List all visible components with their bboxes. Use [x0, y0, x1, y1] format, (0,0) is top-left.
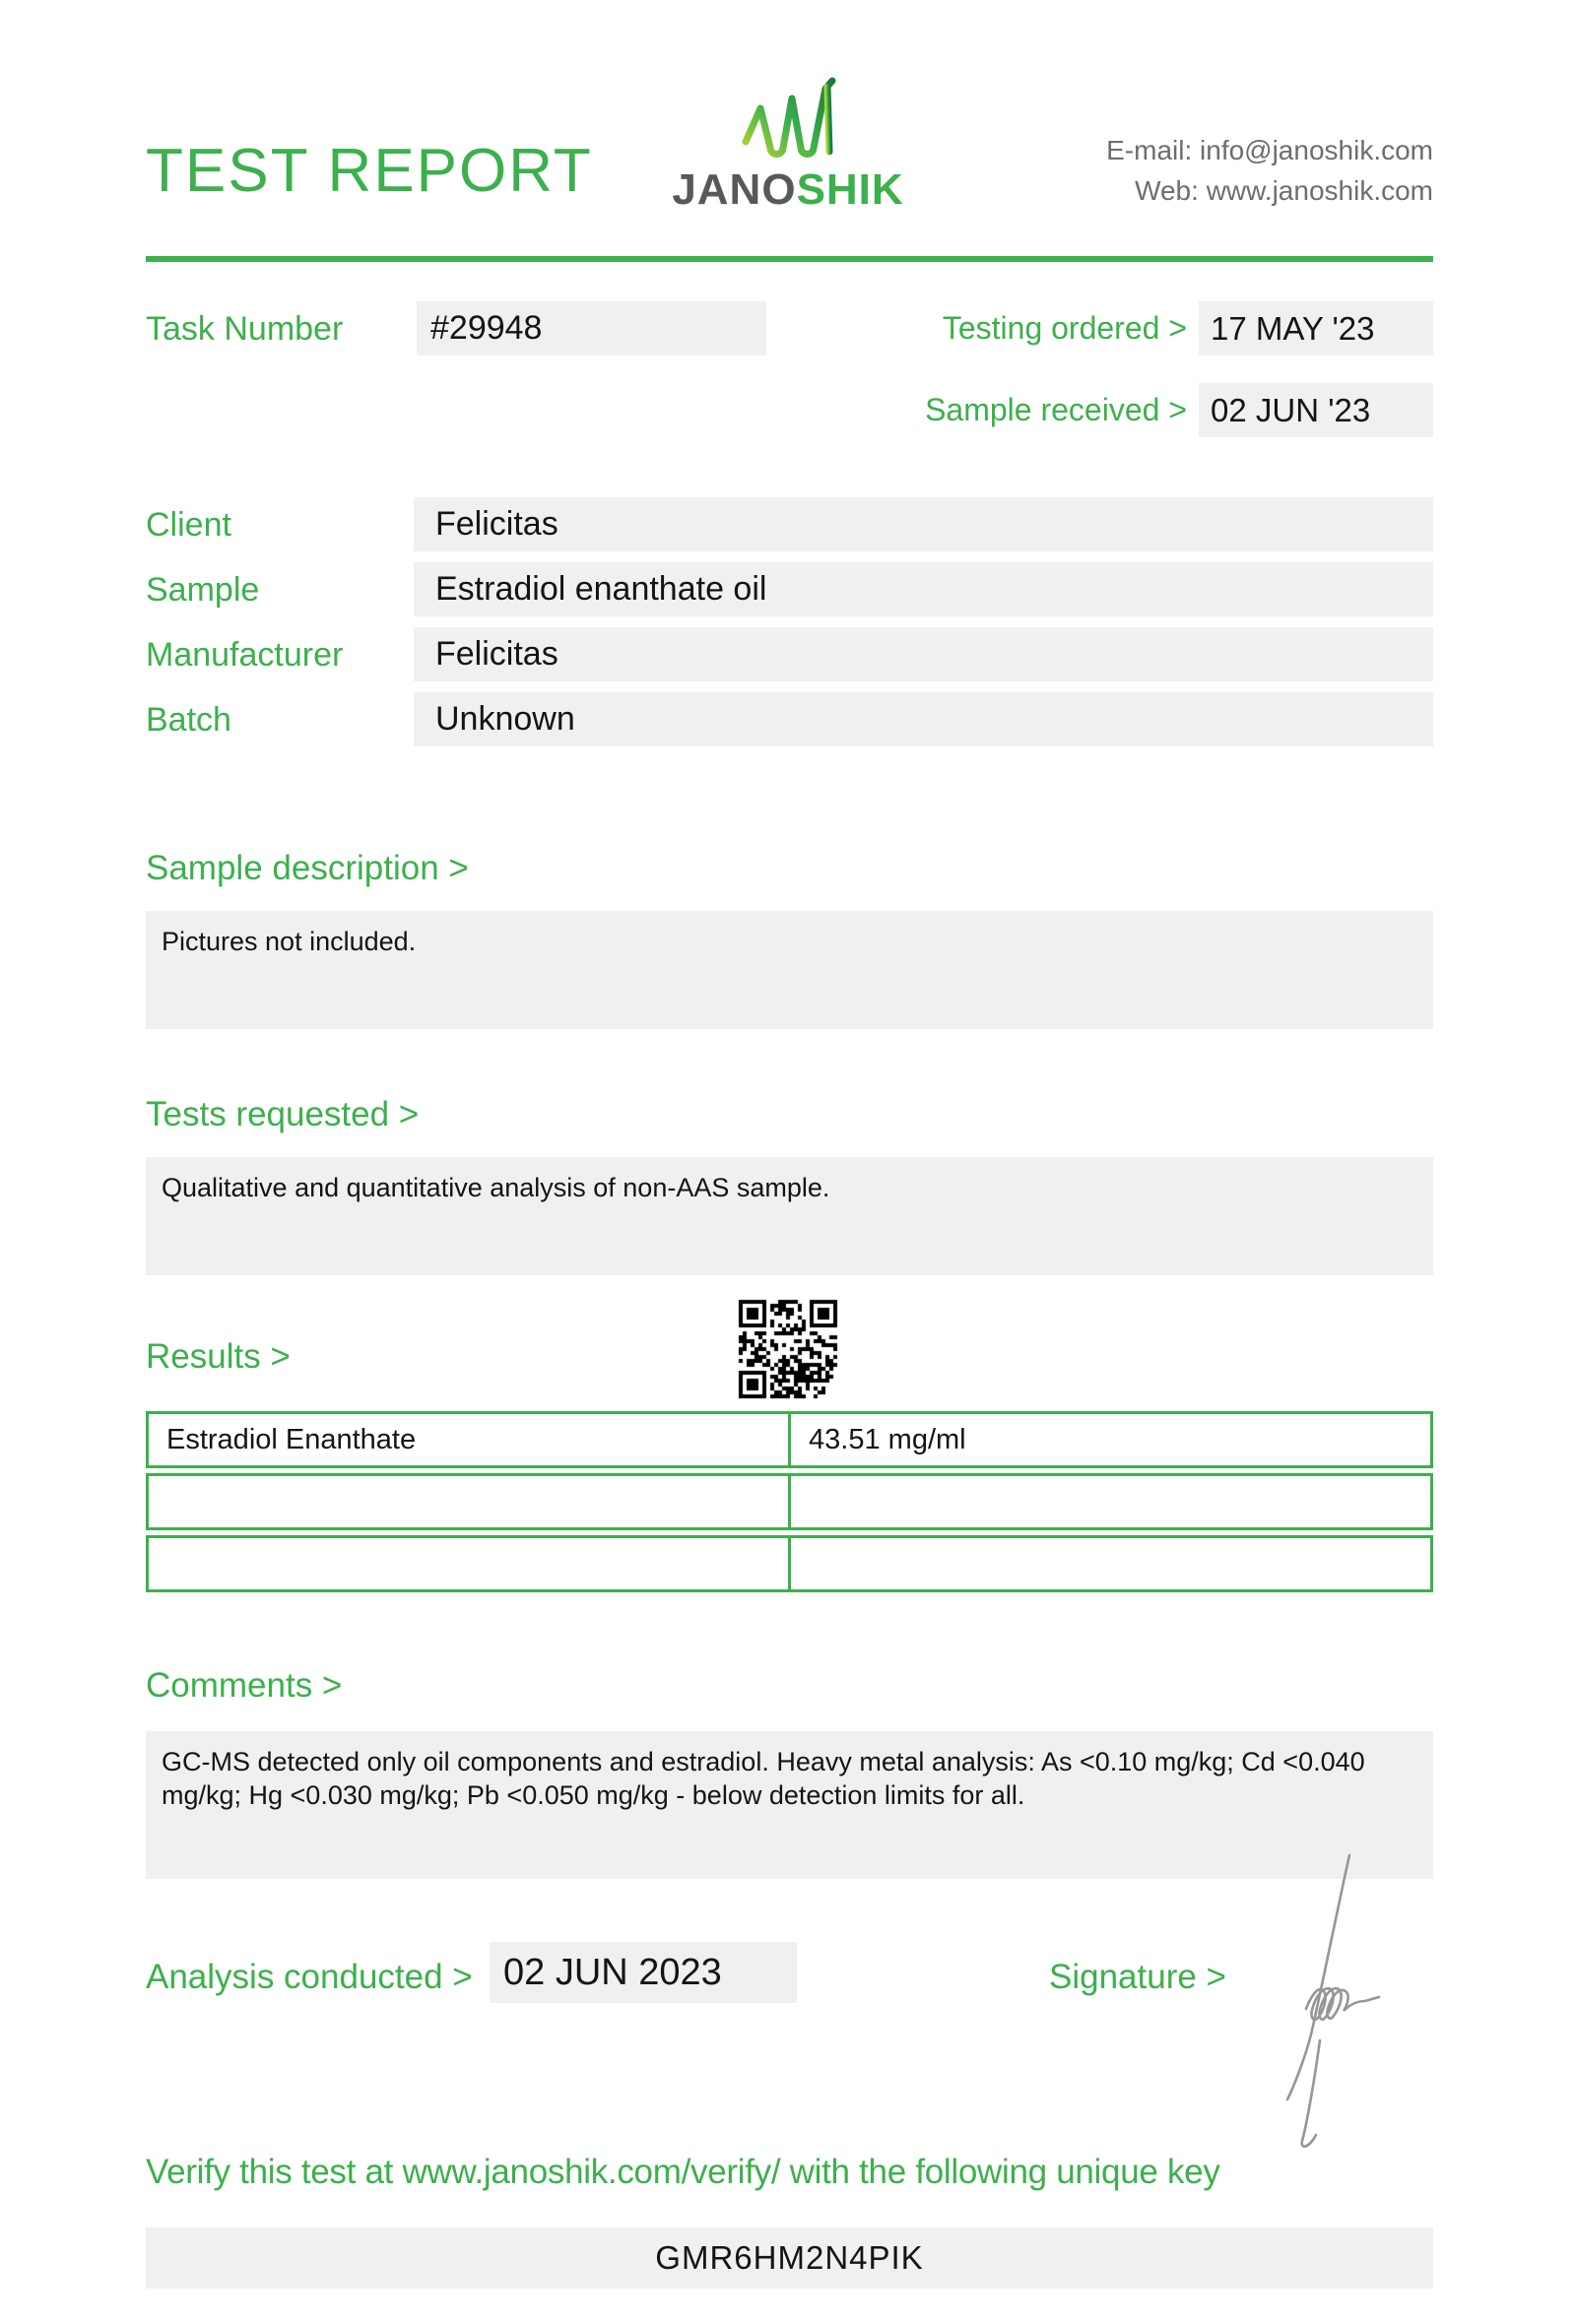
client-value: Felicitas — [414, 497, 1433, 551]
sample-description-heading: Sample description > — [146, 849, 469, 887]
comments-text: GC-MS detected only oil components and estradiol. Heavy metal analysis: As <0.10 mg/kg; Cd <0.040 mg/kg; Hg <0.030 mg/kg; Pb <0.050 mg/kg - below detection limits for all. — [162, 1747, 1365, 1810]
result-analyte-cell — [146, 1535, 788, 1592]
task-number-label: Task Number — [146, 310, 344, 348]
results-table — [146, 1406, 1433, 1597]
testing-ordered-label: Testing ordered > — [942, 310, 1187, 346]
batch-value: Unknown — [414, 692, 1433, 746]
result-value-cell — [788, 1473, 1433, 1530]
sample-value: Estradiol enanthate oil — [414, 562, 1433, 616]
analysis-conducted-label: Analysis conducted > — [146, 1958, 473, 1996]
logo — [630, 77, 946, 215]
task-number-value: #29948 — [417, 301, 766, 355]
contact-email: E-mail: info@janoshik.com — [1106, 135, 1433, 165]
table-row — [146, 1535, 1433, 1592]
comments-heading: Comments > — [146, 1666, 343, 1705]
tests-requested-heading: Tests requested > — [146, 1095, 420, 1133]
result-value-cell: 43.51 mg/ml — [788, 1411, 1433, 1468]
analysis-date-value: 02 JUN 2023 — [490, 1942, 797, 2003]
results-heading: Results > — [146, 1337, 291, 1376]
sample-label: Sample — [146, 571, 260, 609]
verify-instruction: Verify this test at www.janoshik.com/verify/ with the following unique key — [146, 2153, 1220, 2191]
signature-image — [1259, 1847, 1426, 2163]
sample-description-text: Pictures not included. — [162, 927, 417, 956]
client-label: Client — [146, 506, 231, 544]
manufacturer-value: Felicitas — [414, 627, 1433, 681]
header-divider — [146, 256, 1433, 262]
logo-text-secondary: SHIK — [796, 165, 904, 214]
qr-code — [737, 1298, 839, 1400]
sample-received-value: 02 JUN '23 — [1199, 383, 1433, 437]
trend-chart-icon — [739, 77, 837, 160]
sample-received-label: Sample received > — [925, 392, 1187, 427]
tests-requested-box — [146, 1157, 1433, 1275]
page-title: TEST REPORT — [146, 137, 593, 205]
result-analyte-cell — [146, 1473, 788, 1530]
comments-box — [146, 1731, 1433, 1879]
batch-label: Batch — [146, 701, 231, 739]
unique-key-value: GMR6HM2N4PIK — [146, 2227, 1433, 2289]
result-analyte-cell: Estradiol Enanthate — [146, 1411, 788, 1468]
table-row — [146, 1411, 1433, 1468]
signature-label: Signature > — [1049, 1958, 1226, 1996]
contact-web: Web: www.janoshik.com — [1135, 175, 1433, 206]
contact-info — [1106, 130, 1433, 211]
sample-description-box — [146, 911, 1433, 1029]
logo-text — [630, 165, 946, 215]
table-row — [146, 1473, 1433, 1530]
manufacturer-label: Manufacturer — [146, 636, 344, 674]
tests-requested-text: Qualitative and quantitative analysis of non-AAS sample. — [162, 1173, 830, 1202]
testing-ordered-value: 17 MAY '23 — [1199, 301, 1433, 355]
result-value-cell — [788, 1535, 1433, 1592]
logo-text-primary: JANO — [672, 165, 797, 214]
